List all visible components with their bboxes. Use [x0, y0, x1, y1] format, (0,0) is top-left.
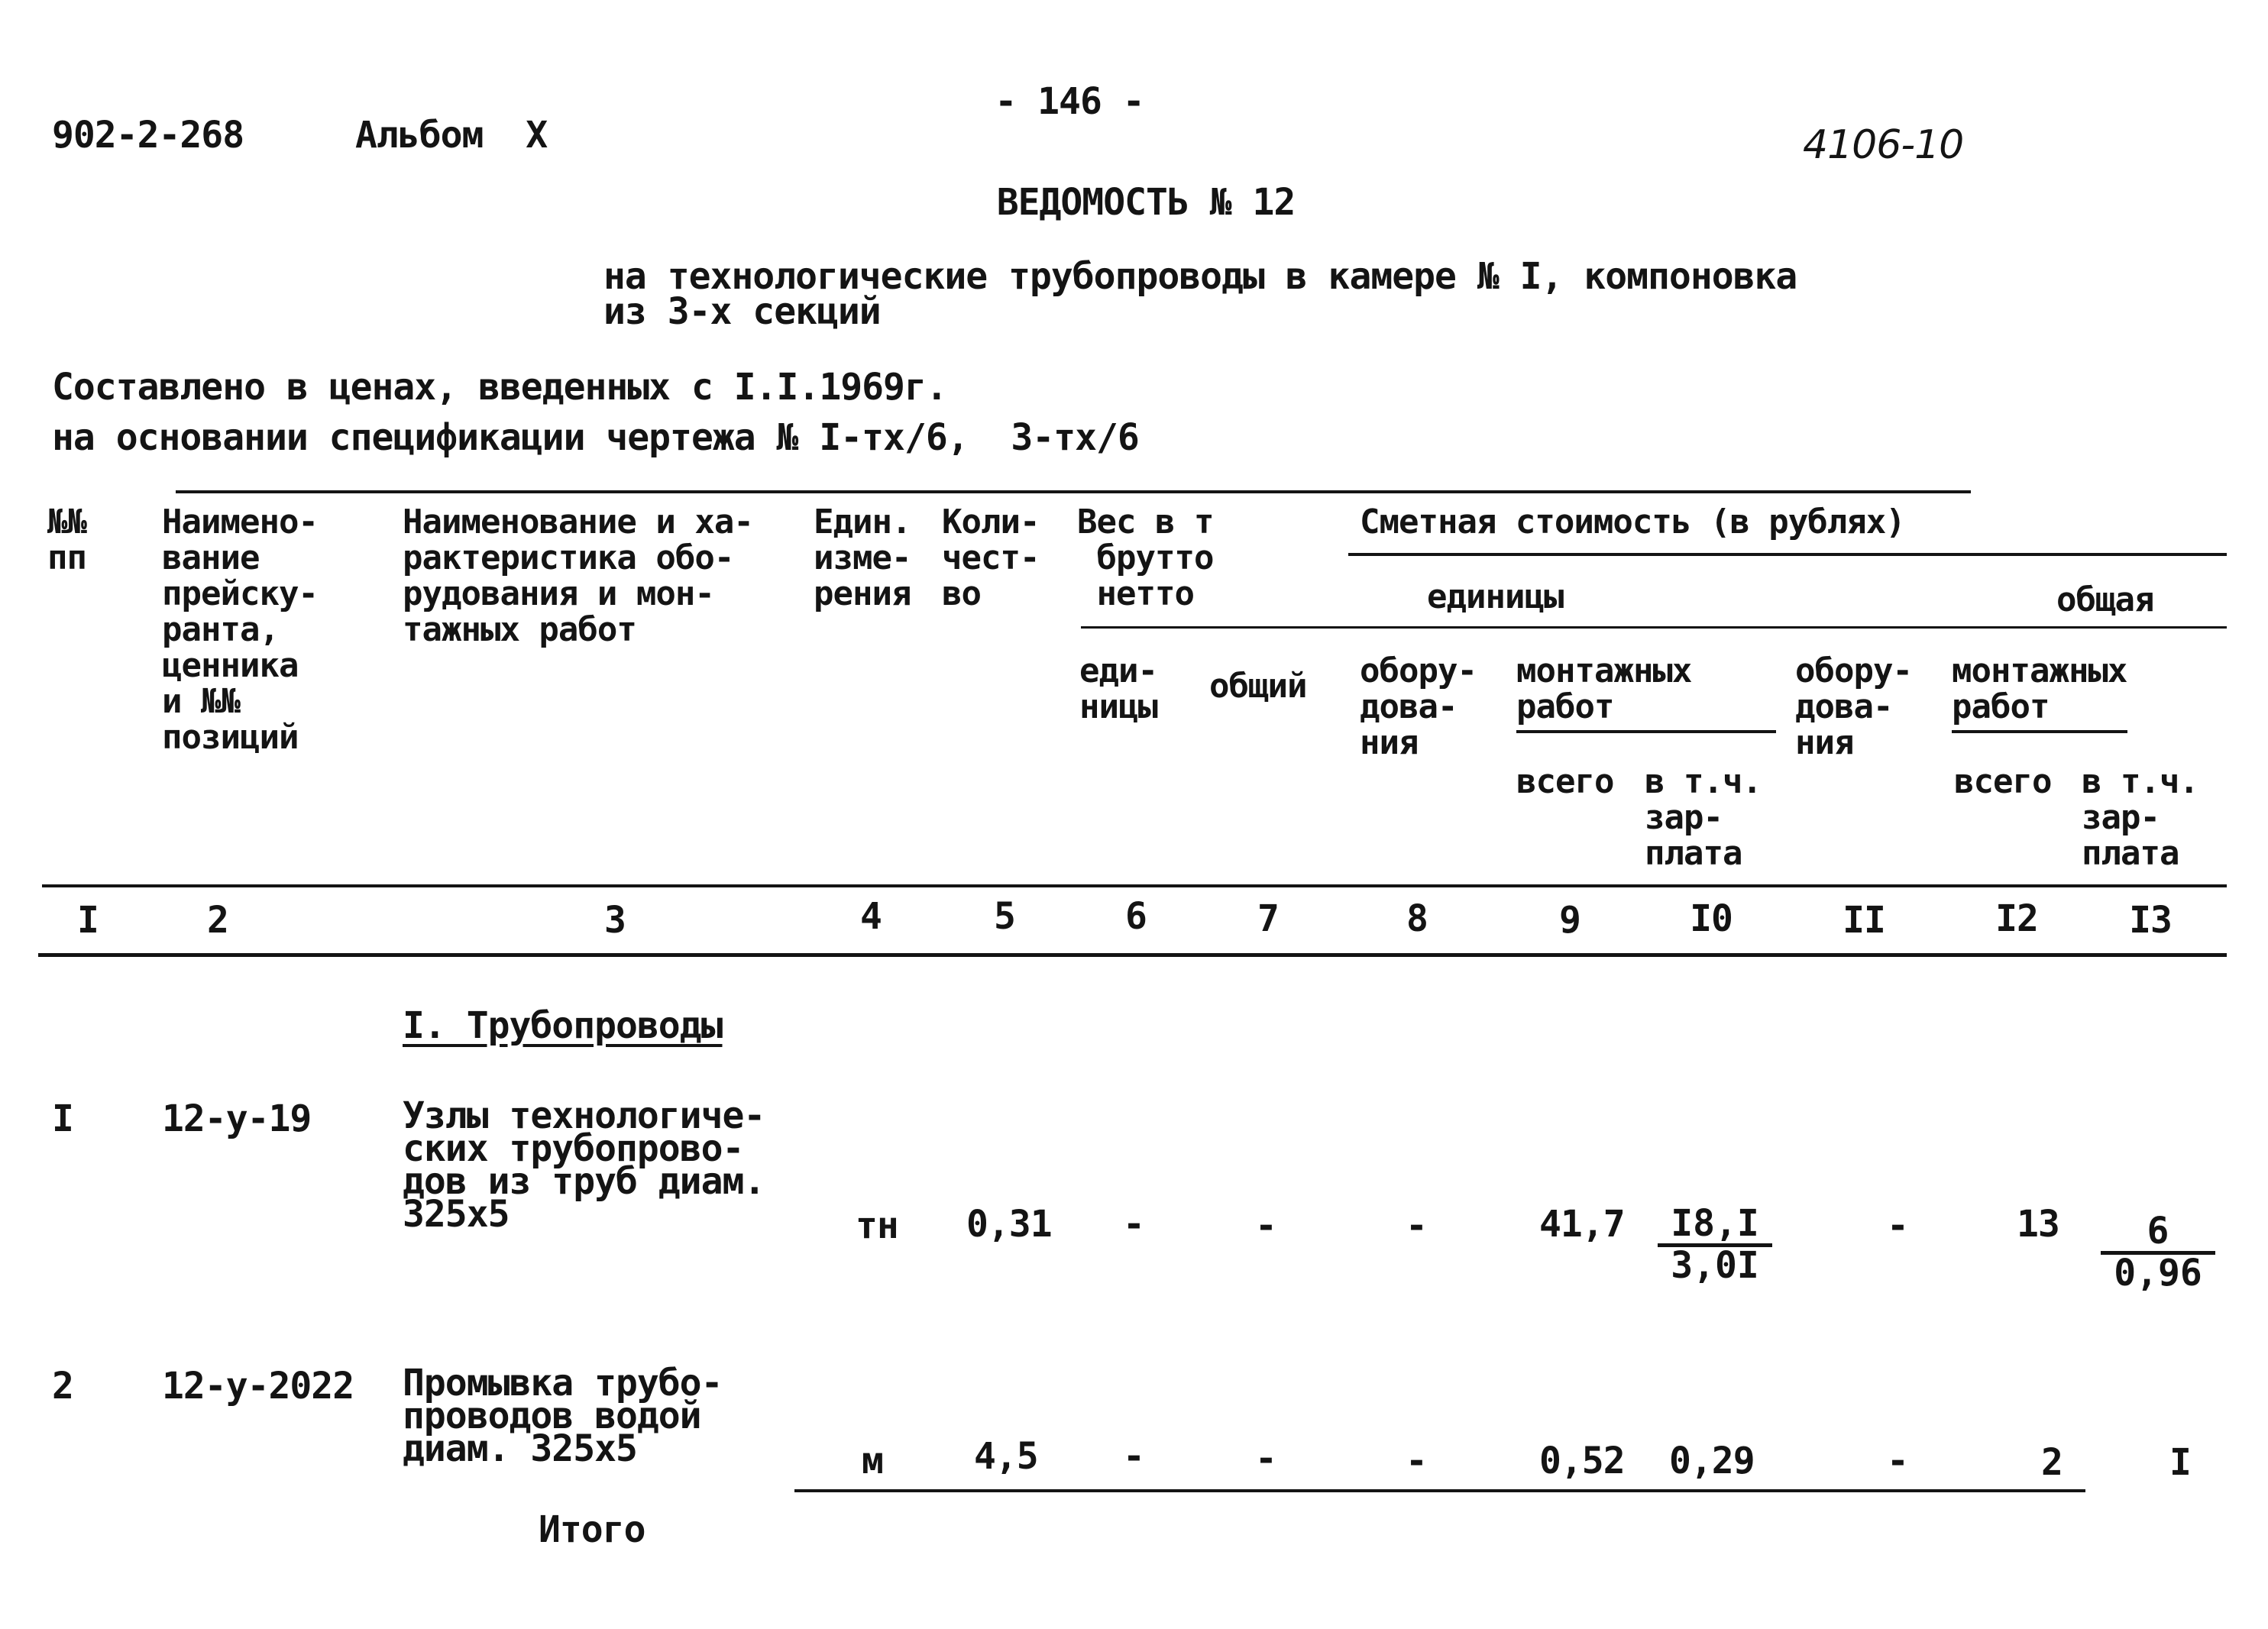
- header-total-cost: общая: [2056, 580, 2154, 619]
- header-measure-unit: Един. изме- рения: [814, 503, 911, 613]
- row2-price-code: 12-у-2022: [162, 1365, 354, 1408]
- col-number-9: 9: [1559, 899, 1580, 942]
- row1-description: Узлы технологиче- ских трубопрово- дов из труб диам. 325х5: [403, 1094, 765, 1236]
- header-install-total-all: всего: [1954, 762, 2052, 801]
- row1-install-total-wage: [2101, 1210, 2215, 1294]
- album-label: Альбом X: [355, 114, 548, 157]
- row2-install-unit-wage: 0,29: [1669, 1440, 1755, 1482]
- header-description: Наименование и ха- рактеристика обо- рудования и мон- тажных работ: [403, 503, 753, 649]
- row2-description: Промывка трубо- проводов водой диам. 325х5: [403, 1362, 723, 1470]
- statement-subtitle-line2: из 3-х секций: [603, 290, 881, 333]
- header-weight: Вес в т брутто нетто: [1077, 503, 1214, 613]
- header-install-unit: монтажных работ: [1516, 651, 1692, 726]
- row2-number: 2: [52, 1365, 73, 1408]
- row1-quantity: 0,31: [966, 1203, 1052, 1246]
- header-install-total-wage: в т.ч. зар- плата: [2082, 762, 2198, 873]
- row1-price-code: 12-у-19: [162, 1097, 312, 1140]
- row1-number: I: [52, 1097, 73, 1140]
- header-weight-total: общий: [1209, 667, 1307, 706]
- header-equipment-total: обору- дова- ния: [1795, 651, 1912, 762]
- col-number-3: 3: [604, 899, 626, 942]
- col-number-8: 8: [1406, 897, 1428, 940]
- row1-install-total-wage-total: 6: [2101, 1213, 2215, 1255]
- header-unit-cost: единицы: [1427, 577, 1564, 616]
- install-unit-rule: [1516, 730, 1776, 733]
- statement-title: ВЕДОМОСТЬ № 12: [996, 181, 1296, 224]
- statement-subtitle-line1: на технологические трубопроводы в камере № I, компоновка: [603, 255, 1797, 298]
- table-top-rule: [176, 490, 1971, 493]
- header-weight-unit: еди- ницы: [1079, 651, 1157, 726]
- page-number: - 146 -: [995, 80, 1144, 123]
- row2-install-unit-all: 0,52: [1539, 1440, 1625, 1482]
- col-number-2: 2: [207, 899, 228, 942]
- col-number-4: 4: [860, 895, 882, 938]
- section-title: [403, 1004, 723, 1047]
- header-estimated-cost: Сметная стоимость (в рублях): [1360, 503, 1905, 541]
- row1-install-unit-all: 41,7: [1539, 1203, 1625, 1246]
- col-number-13: I3: [2129, 899, 2172, 942]
- col-number-11: II: [1843, 899, 1885, 942]
- header-install-total: монтажных работ: [1952, 651, 2127, 726]
- row1-install-unit-wage-total: I8,I: [1658, 1205, 1772, 1247]
- col-number-12: I2: [1995, 897, 2038, 940]
- header-bottom-rule: [42, 884, 2227, 887]
- row2-weight-unit: -: [1123, 1435, 1144, 1478]
- header-equipment-unit: обору- дова- ния: [1360, 651, 1477, 762]
- row1-install-unit-wage-part: 3,0I: [1671, 1244, 1759, 1287]
- total-rule: [794, 1489, 2085, 1492]
- row2-install-total-all: 2: [2041, 1441, 2063, 1484]
- row1-unit: тн: [856, 1204, 898, 1247]
- inventory-note: 4106-10: [1803, 122, 1964, 168]
- install-total-rule: [1952, 730, 2127, 733]
- header-row-number: №№ пп: [47, 503, 86, 577]
- col-number-5: 5: [994, 895, 1015, 938]
- col-number-7: 7: [1257, 897, 1279, 940]
- row1-weight-total: -: [1255, 1204, 1276, 1247]
- colnum-bottom-rule: [38, 953, 2227, 957]
- header-install-unit-wage: в т.ч. зар- плата: [1645, 762, 1762, 873]
- header-price-list: Наимено- вание прейску- ранта, ценника и №№ позиций: [162, 503, 318, 757]
- header-install-unit-all: всего: [1516, 762, 1614, 801]
- row1-install-total-wage-part: 0,96: [2114, 1252, 2202, 1294]
- row1-equipment-unit: -: [1406, 1204, 1427, 1247]
- doc-code: 902-2-268: [52, 114, 244, 157]
- header-quantity: Коли- чест- во: [942, 503, 1040, 613]
- row1-install-unit-wage: [1658, 1202, 1772, 1287]
- row2-weight-total: -: [1255, 1437, 1276, 1480]
- col-number-10: I0: [1690, 897, 1733, 940]
- row1-equipment-total: -: [1887, 1204, 1908, 1247]
- row2-equipment-total: -: [1887, 1440, 1908, 1482]
- row1-weight-unit: -: [1123, 1203, 1144, 1246]
- cost-group-rule: [1348, 553, 2227, 556]
- unit-group-rule: [1081, 626, 2227, 629]
- prices-note: Составлено в ценах, введенных с I.I.1969г.: [52, 366, 947, 409]
- row2-unit: м: [862, 1440, 883, 1482]
- row1-install-total-all: 13: [2017, 1203, 2059, 1246]
- section-title-text: I. Трубопроводы: [403, 1004, 723, 1047]
- row2-install-total-wage: I: [2169, 1441, 2191, 1484]
- row2-quantity: 4,5: [974, 1435, 1038, 1478]
- total-label: Итого: [539, 1508, 645, 1551]
- row2-equipment-unit: -: [1406, 1440, 1427, 1482]
- col-number-1: I: [77, 899, 99, 942]
- col-number-6: 6: [1125, 895, 1147, 938]
- basis-note: на основании спецификации чертежа № I-тх/6, 3-тх/6: [52, 416, 1139, 459]
